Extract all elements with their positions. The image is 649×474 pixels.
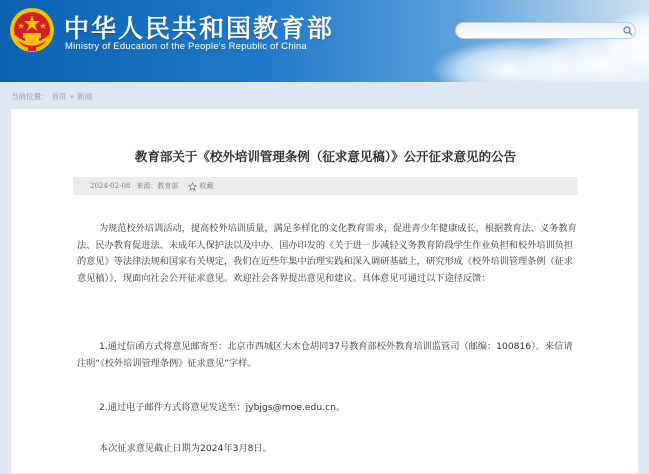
article-title: 教育部关于《校外培训管理条例（征求意见稿）》公开征求意见的公告 (134, 149, 517, 164)
article-source: 来源：教育部 (136, 182, 179, 190)
article-paragraph-intro: 为规范校外培训活动，提高校外培训质量，满足多样化的文化教育需求，促进青少年健康成长，根据教育法、义务教育法、民办教育促进法、未成年人保护法以及中办、国办印发的《关于进一步减轻义务教育阶段学生作业负担和校外培训负担的意见》等法律法规和国家有关规定，我们在近些年集中治理实践和深入调研基础上，研究形成《校外培训管理条例（征求意见稿）》，现面向社会公开征求意见。欢迎社会各界提出意见和建议。具体意见可通过以下途径反馈： (77, 223, 577, 284)
breadcrumb-news-link[interactable]: 新闻 (77, 91, 93, 101)
site-title[interactable]: 中华人民共和国教育部 (64, 14, 335, 43)
search-icon[interactable] (620, 22, 636, 39)
national-emblem-icon[interactable] (8, 6, 56, 54)
search-input[interactable] (455, 22, 636, 39)
site-subtitle: Ministry of Education of the People's Republic of China (65, 41, 307, 52)
breadcrumb (11, 90, 92, 102)
favorite-button[interactable] (188, 181, 213, 191)
article-container (10, 108, 639, 474)
breadcrumb-prefix: 当前位置： (11, 91, 49, 101)
favorite-label: 收藏 (199, 182, 214, 190)
breadcrumb-separator: » (69, 91, 75, 101)
article-paragraph-email: 2.通过电子邮件方式将意见发送至：jybjgs@moe.edu.cn。 (99, 402, 346, 413)
article-paragraph-deadline: 本次征求意见截止日期为2024年3月8日。 (99, 443, 272, 454)
star-icon (188, 182, 197, 191)
article-date: 2024-02-08 (90, 182, 131, 190)
site-header (0, 0, 649, 82)
article-meta-bar (73, 177, 578, 195)
breadcrumb-home-link[interactable]: 首页 (51, 91, 67, 101)
article-paragraph-mail: 1.通过信函方式将意见邮寄至：北京市西城区大木仓胡同37号教育部校外教育培训监管司（邮编：100816）。来信请注明“《校外培训管理条例》征求意见”字样。 (77, 341, 573, 369)
